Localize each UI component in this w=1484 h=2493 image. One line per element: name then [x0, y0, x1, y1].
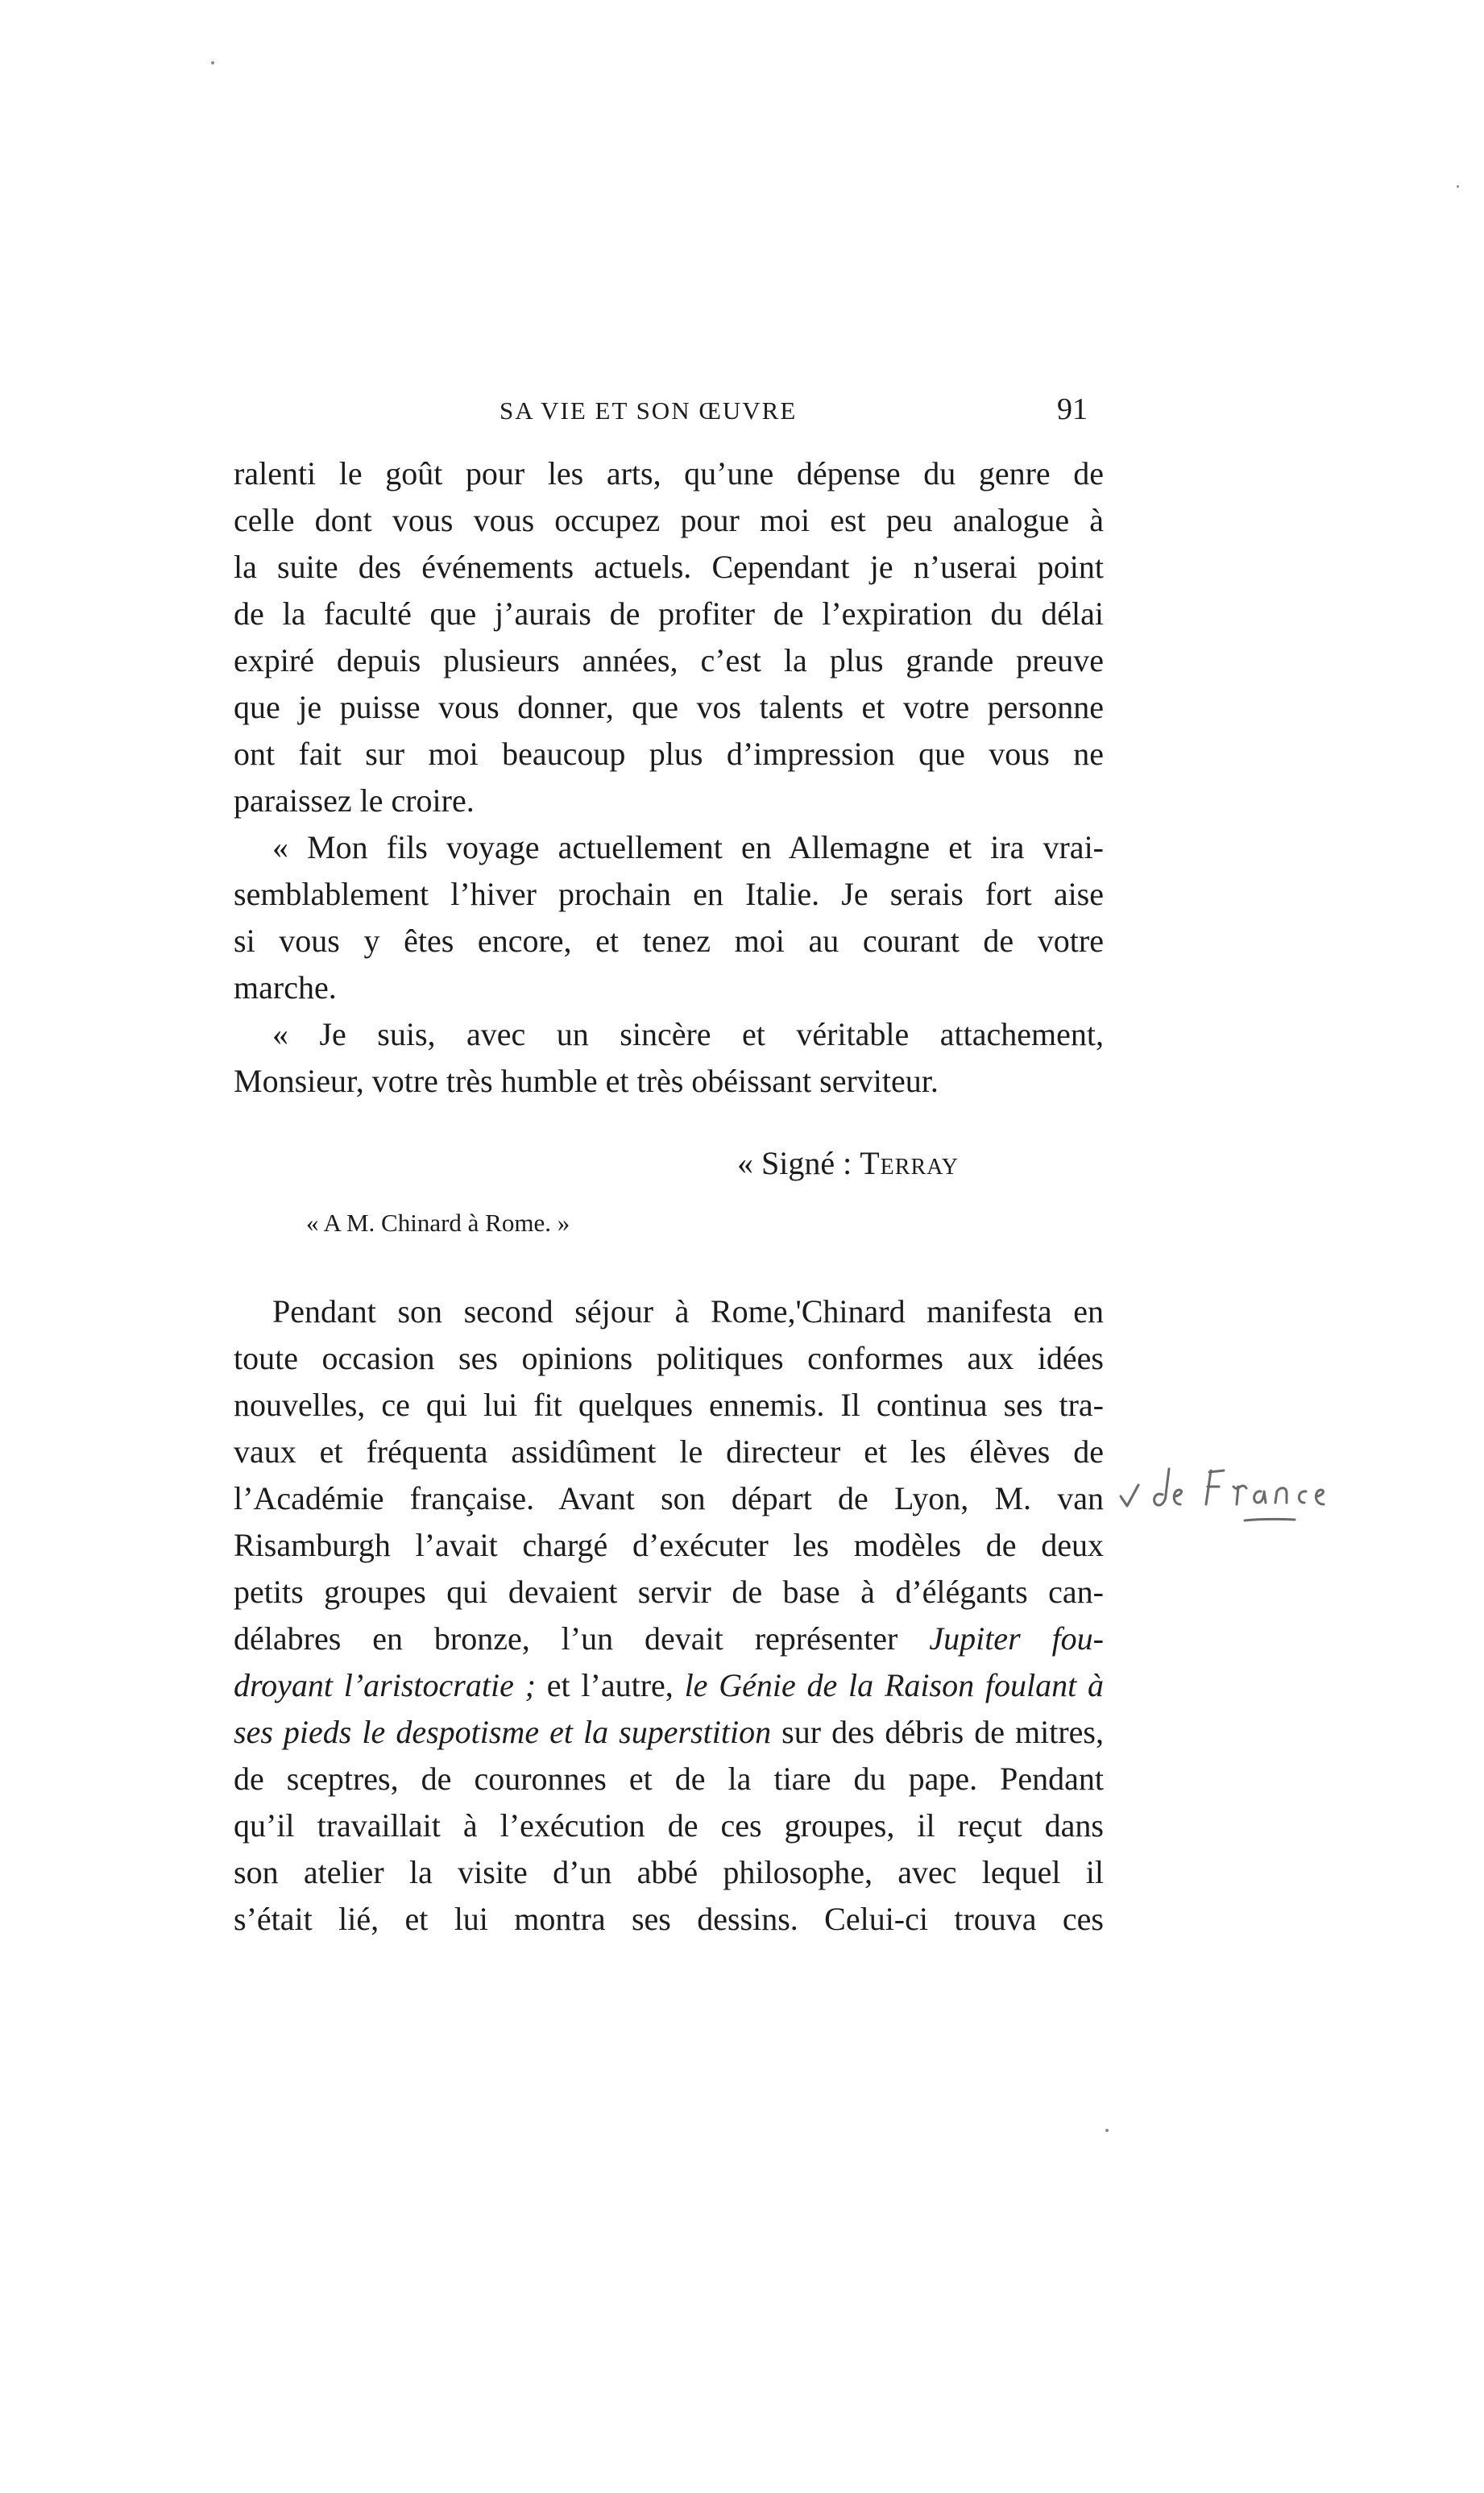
text-line: si vous y êtes encore, et tenez moi au courant de votre [234, 923, 1104, 959]
text-line: que je puisse vous donner, que vos talents et votre personne [234, 689, 1104, 725]
text-line [234, 1710, 1104, 1755]
text-line [234, 1616, 1104, 1661]
scan-speck [1457, 185, 1459, 188]
text-line: marche. [234, 969, 337, 1006]
signature-prefix: « Signé : [737, 1145, 860, 1181]
text-line: expiré depuis plusieurs années, c’est la plus grande preuve [234, 642, 1104, 678]
italic-title: ses pieds le despotisme et la superstition [234, 1714, 772, 1750]
text-line: ralenti le goût pour les arts, qu’une dépense du genre de [234, 455, 1104, 492]
page-header [234, 392, 1120, 432]
text-line: vaux et fréquenta assidûment le directeur et les élèves de [234, 1433, 1104, 1470]
text-line: la suite des événements actuels. Cependant je n’userai point [234, 549, 1104, 585]
text-line: son atelier la visite d’un abbé philosophe, avec lequel il [234, 1854, 1104, 1890]
text-line: de la faculté que j’aurais de profiter de l’expiration du délai [234, 595, 1104, 632]
text-line: « Je suis, avec un sincère et véritable attachement, [272, 1016, 1104, 1052]
text-line: Pendant son second séjour à Rome,'Chinard manifesta en [272, 1293, 1104, 1329]
text-line: l’Académie française. Avant son départ de Lyon, M. van [234, 1480, 1104, 1516]
text-line: celle dont vous vous occupez pour moi est peu analogue à [234, 502, 1104, 538]
letter-address: « A M. Chinard à Rome. » [306, 1209, 570, 1237]
text-line: qu’il travaillait à l’exécution de ces groupes, il reçut dans [234, 1807, 1104, 1844]
text-line: de sceptres, de couronnes et de la tiare du pape. Pendant [234, 1761, 1104, 1797]
signature-name: Terray [860, 1145, 959, 1181]
running-head: SA VIE ET SON ŒUVRE [500, 396, 798, 425]
letter-signature [737, 1144, 959, 1182]
text-line: nouvelles, ce qui lui fit quelques ennemis. Il continua ses tra- [234, 1387, 1104, 1423]
scan-speck [211, 61, 214, 64]
text-line [234, 1663, 1104, 1708]
text-segment: délabres en bronze, l’un devait représenter [234, 1620, 930, 1657]
text-line: s’était lié, et lui montra ses dessins. Celui-ci trouva ces [234, 1901, 1104, 1937]
italic-title: droyant l’aristocratie ; [234, 1667, 536, 1703]
text-line: « Mon fils voyage actuellement en Allemagne et ira vrai- [272, 829, 1104, 865]
text-line: petits groupes qui devaient servir de base à d’élégants can- [234, 1574, 1104, 1610]
text-line: ont fait sur moi beaucoup plus d’impression que vous ne [234, 736, 1104, 772]
text-line: semblablement l’hiver prochain en Italie. Je serais fort aise [234, 876, 1104, 912]
handwritten-annotation [1116, 1446, 1366, 1535]
text-line: toute occasion ses opinions politiques conformes aux idées [234, 1340, 1104, 1376]
italic-title: le Génie de la Raison foulant à [684, 1667, 1104, 1703]
text-line: Monsieur, votre très humble et très obéissant serviteur. [234, 1063, 939, 1099]
text-line: Risamburgh l’avait chargé d’exécuter les modèles de deux [234, 1527, 1104, 1563]
italic-title: Jupiter fou- [929, 1620, 1105, 1657]
page-number: 91 [1057, 392, 1088, 426]
text-segment: et l’autre, [535, 1667, 685, 1703]
text-segment: sur des débris de mitres, [771, 1714, 1105, 1750]
scan-speck [1105, 2129, 1109, 2132]
text-line: paraissez le croire. [234, 782, 475, 819]
